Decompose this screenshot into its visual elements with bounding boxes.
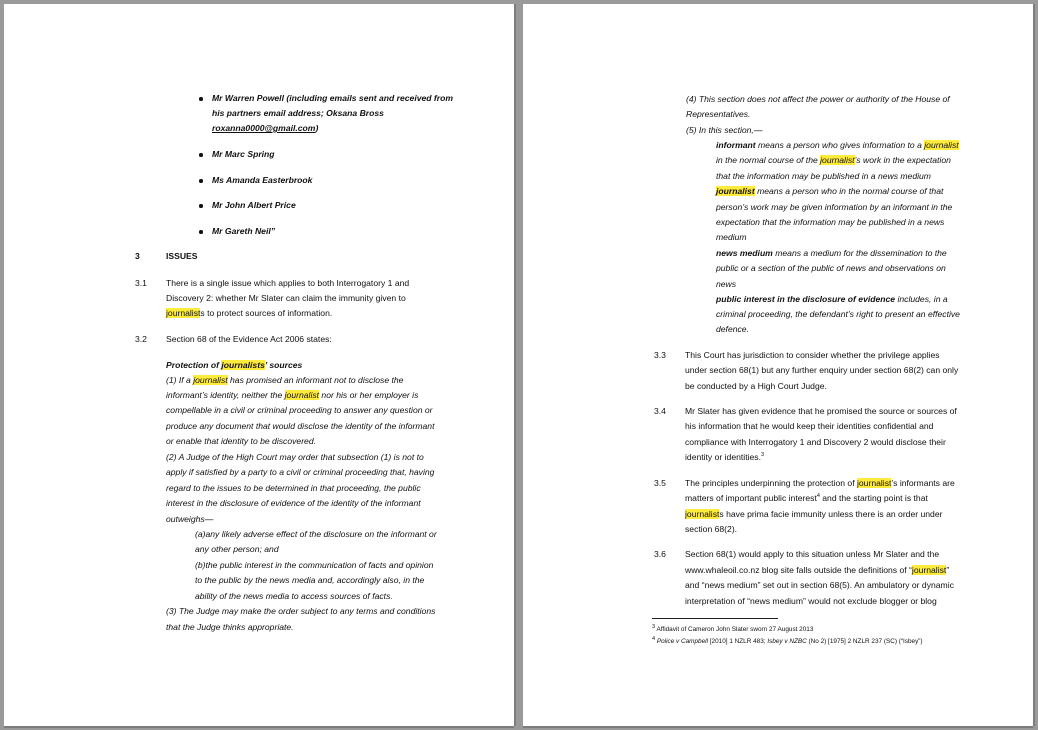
paragraph-number: 3.6	[654, 549, 666, 559]
document-page-right	[523, 4, 1033, 726]
bullet-icon	[199, 230, 203, 234]
footnote: $^4$ Police v Campbell [2010] 1 NZLR 483; Isbey v NZBC (No 2) [1975] 2 NZLR 237 (SC) (“Isbey”)	[652, 635, 923, 645]
bullet-icon	[199, 204, 203, 208]
paragraph-line: journalists have prima facie immunity unless there is an order under	[685, 509, 943, 519]
paragraph-line: Discovery 2: whether Mr Slater can claim the immunity given to	[166, 293, 406, 303]
definition-news-medium: news medium means a medium for the dissemination to the	[716, 248, 947, 258]
quote-line: (a)any likely adverse effect of the disclosure on the informant or	[195, 529, 437, 539]
paragraph-line: compliance with Interrogatory 1 and Discovery 2 would disclose their	[685, 437, 946, 447]
quote-line: produce any document that would disclose the identity of the informant	[166, 421, 435, 431]
quote-line: (4) This section does not affect the power or authority of the House of	[686, 94, 950, 104]
email-link[interactable]: roxanna0000@gmail.com	[212, 123, 316, 133]
paragraph-line: This Court has jurisdiction to consider whether the privilege applies	[685, 350, 940, 360]
paragraph-line: and “news medium” set out in section 68(5). An ambulatory or dynamic	[685, 580, 954, 590]
quote-line: that the Judge thinks appropriate.	[166, 622, 294, 632]
quote-line: informant’s identity, neither the journalist nor his or her employer is	[166, 390, 419, 400]
paragraph-number: 3.2	[135, 334, 147, 344]
quote-line: (3) The Judge may make the order subject to any terms and conditions	[166, 606, 436, 616]
quote-line: (2) A Judge of the High Court may order that subsection (1) is not to	[166, 452, 424, 462]
paragraph-line: his information that he would keep their identities confidential and	[685, 421, 934, 431]
bullet-icon	[199, 153, 203, 157]
quote-line: Representatives.	[686, 109, 751, 119]
paragraph-line: under section 68(1) but any further enquiry under section 68(2) can only	[685, 365, 959, 375]
bullet-text: roxanna0000@gmail.com)	[212, 123, 319, 133]
quote-line: public or a section of the public of news and observations on	[716, 263, 946, 273]
paragraph-line: matters of important public interest$^4$ and the starting point is that	[685, 493, 928, 503]
definition-informant: informant means a person who gives information to a journalist	[716, 140, 959, 150]
quote-heading: Protection of journalists’ sources	[166, 360, 303, 370]
quote-line: person’s work may be given information by an informant in the	[716, 202, 953, 212]
quote-line: outweighs—	[166, 514, 214, 524]
footnote-divider	[652, 618, 778, 619]
bullet-text: Mr Gareth Neil”	[212, 226, 276, 236]
quote-line: apply if satisfied by a party to a civil or criminal proceeding that, having	[166, 467, 435, 477]
quote-line: expectation that the information may be published in a news	[716, 217, 945, 227]
paragraph-line: Section 68 of the Evidence Act 2006 states:	[166, 334, 332, 344]
paragraph-number: 3.3	[654, 350, 666, 360]
paragraph-line: identity or identities.$^3$	[685, 452, 765, 462]
highlight: journalist	[166, 308, 201, 318]
definition-public-interest: public interest in the disclosure of evidence includes, in a	[716, 294, 948, 304]
paragraph-line: section 68(2).	[685, 524, 738, 534]
paragraph-line: There is a single issue which applies to both Interrogatory 1 and	[166, 278, 410, 288]
paragraph-line: interpretation of “news medium” would not exclude blogger or blog	[685, 596, 937, 606]
document-page-left	[4, 4, 514, 726]
section-number: 3	[135, 251, 140, 261]
footnote-ref[interactable]: 4	[816, 493, 820, 500]
quote-line: medium	[716, 232, 747, 242]
quote-line: ability of the news media to access sources of facts.	[195, 591, 393, 601]
quote-line: criminal proceeding, the defendant’s right to present an effective	[716, 309, 960, 319]
paragraph-number: 3.1	[135, 278, 147, 288]
quote-line: to the public by the news media and, accordingly also, in the	[195, 575, 425, 585]
quote-line: (5) In this section,—	[686, 125, 763, 135]
paragraph-line: www.whaleoil.co.nz blog site falls outside the definitions of “journalist”	[685, 565, 950, 575]
quote-line: regard to the issues to be determined in that proceeding, the public	[166, 483, 421, 493]
paragraph-number: 3.4	[654, 406, 666, 416]
quote-line: defence.	[716, 324, 749, 334]
quote-line: (b)the public interest in the communication of facts and opinion	[195, 560, 434, 570]
footnote: $^3$ Affidavit of Cameron John Slater sworn 27 August 2013	[652, 623, 814, 633]
bullet-icon	[199, 179, 203, 183]
paragraph-line: be conducted by a High Court Judge.	[685, 381, 827, 391]
bullet-text: Mr John Albert Price	[212, 200, 296, 210]
bullet-icon	[199, 97, 203, 101]
paragraph-number: 3.5	[654, 478, 666, 488]
quote-line: compellable in a civil or criminal proceeding to answer any question or	[166, 405, 433, 415]
bullet-text: Mr Marc Spring	[212, 149, 275, 159]
quote-line: interest in the disclosure of evidence of the identity of the informant	[166, 498, 421, 508]
quote-line: (1) If a journalist has promised an informant not to disclose the	[166, 375, 404, 385]
paragraph-line: Section 68(1) would apply to this situation unless Mr Slater and the	[685, 549, 940, 559]
section-heading: ISSUES	[166, 251, 198, 261]
footnote-ref[interactable]: 3	[760, 452, 765, 459]
bullet-text: Mr Warren Powell (including emails sent and received from	[212, 93, 454, 103]
paragraph-line: journalists to protect sources of information.	[166, 308, 333, 318]
definition-journalist: journalist means a person who in the normal course of that	[716, 186, 944, 196]
quote-line: or enable that identity to be discovered.	[166, 436, 317, 446]
quote-line: that the information may be published in a news medium	[716, 171, 931, 181]
paragraph-line: The principles underpinning the protection of journalist’s informants are	[685, 478, 955, 488]
paragraph-line: Mr Slater has given evidence that he promised the source or sources of	[685, 406, 957, 416]
quote-line: in the normal course of the journalist’s work in the expectation	[716, 155, 951, 165]
bullet-text: his partners email address; Oksana Bross	[212, 108, 384, 118]
quote-line: any other person; and	[195, 544, 279, 554]
bullet-text: Ms Amanda Easterbrook	[212, 175, 313, 185]
quote-line: news	[716, 279, 737, 289]
